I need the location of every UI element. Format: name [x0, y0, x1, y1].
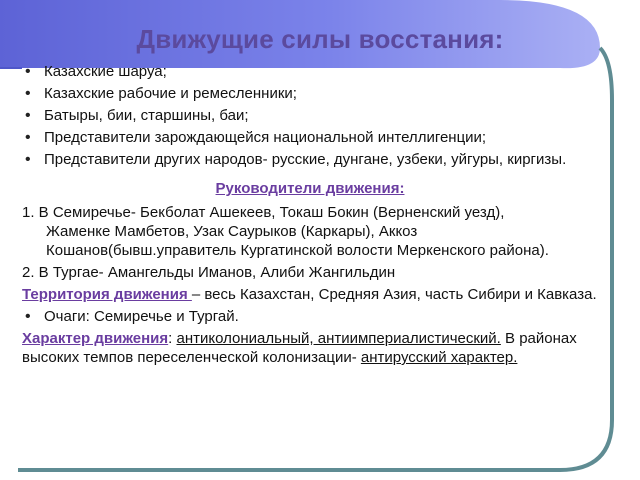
character-label: Характер движения [22, 330, 169, 347]
leader-line-first: 1. В Семиречье- Бекболат Ашекеев, Токаш Бокин (Верненский уезд), [22, 204, 505, 221]
character-value-2: антирусский характер. [360, 349, 518, 366]
territory-label: Территория движения [22, 286, 192, 303]
force-item [22, 84, 598, 103]
slide-content [22, 62, 598, 370]
force-text: Батыры, бии, старшины, баи; [44, 107, 249, 124]
territory-line [22, 285, 598, 304]
force-item [22, 128, 598, 147]
bullet-dot-icon: • [25, 63, 31, 80]
character-colon: : [168, 330, 177, 347]
leader-line-rest: Жаменке Мамбетов, Узак Саурыков (Каркары), Аккоз Кошанов(бывш.управитель Кургатинской волости Меркенского района). [46, 223, 549, 259]
leaders-heading: Руководители движения: [215, 180, 405, 197]
force-item [22, 106, 598, 125]
force-item [22, 150, 598, 169]
force-item [22, 62, 598, 81]
bullet-dot-icon: • [25, 85, 31, 102]
character-more: В районах высоких темпов переселенческой колонизации- [22, 330, 577, 366]
territory-text: – весь Казахстан, Средняя Азия, часть Сибири и Кавказа. [191, 286, 597, 303]
character-line [22, 329, 598, 367]
force-text: Казахские рабочие и ремесленники; [44, 85, 297, 102]
leader-item-turgai: 2. В Тургае- Амангельды Иманов, Алиби Жангильдин [22, 264, 396, 281]
centers-item [22, 307, 598, 326]
force-text: Представители других народов- русские, дунгане, узбеки, уйгуры, киргизы. [44, 151, 567, 168]
bullet-dot-icon: • [25, 308, 31, 325]
character-value: антиколониальный, антиимпериалистический. [176, 330, 501, 347]
force-text: Казахские шаруа; [44, 63, 167, 80]
bullet-dot-icon: • [25, 129, 31, 146]
centers-text: Очаги: Семиречье и Тургай. [44, 308, 239, 325]
force-text: Представители зарождающейся национальной интеллигенции; [44, 129, 487, 146]
leader-item-semirechye [22, 203, 598, 260]
bullet-dot-icon: • [25, 151, 31, 168]
bullet-dot-icon: • [25, 107, 31, 124]
slide-title: Движущие силы восстания: [136, 24, 504, 54]
